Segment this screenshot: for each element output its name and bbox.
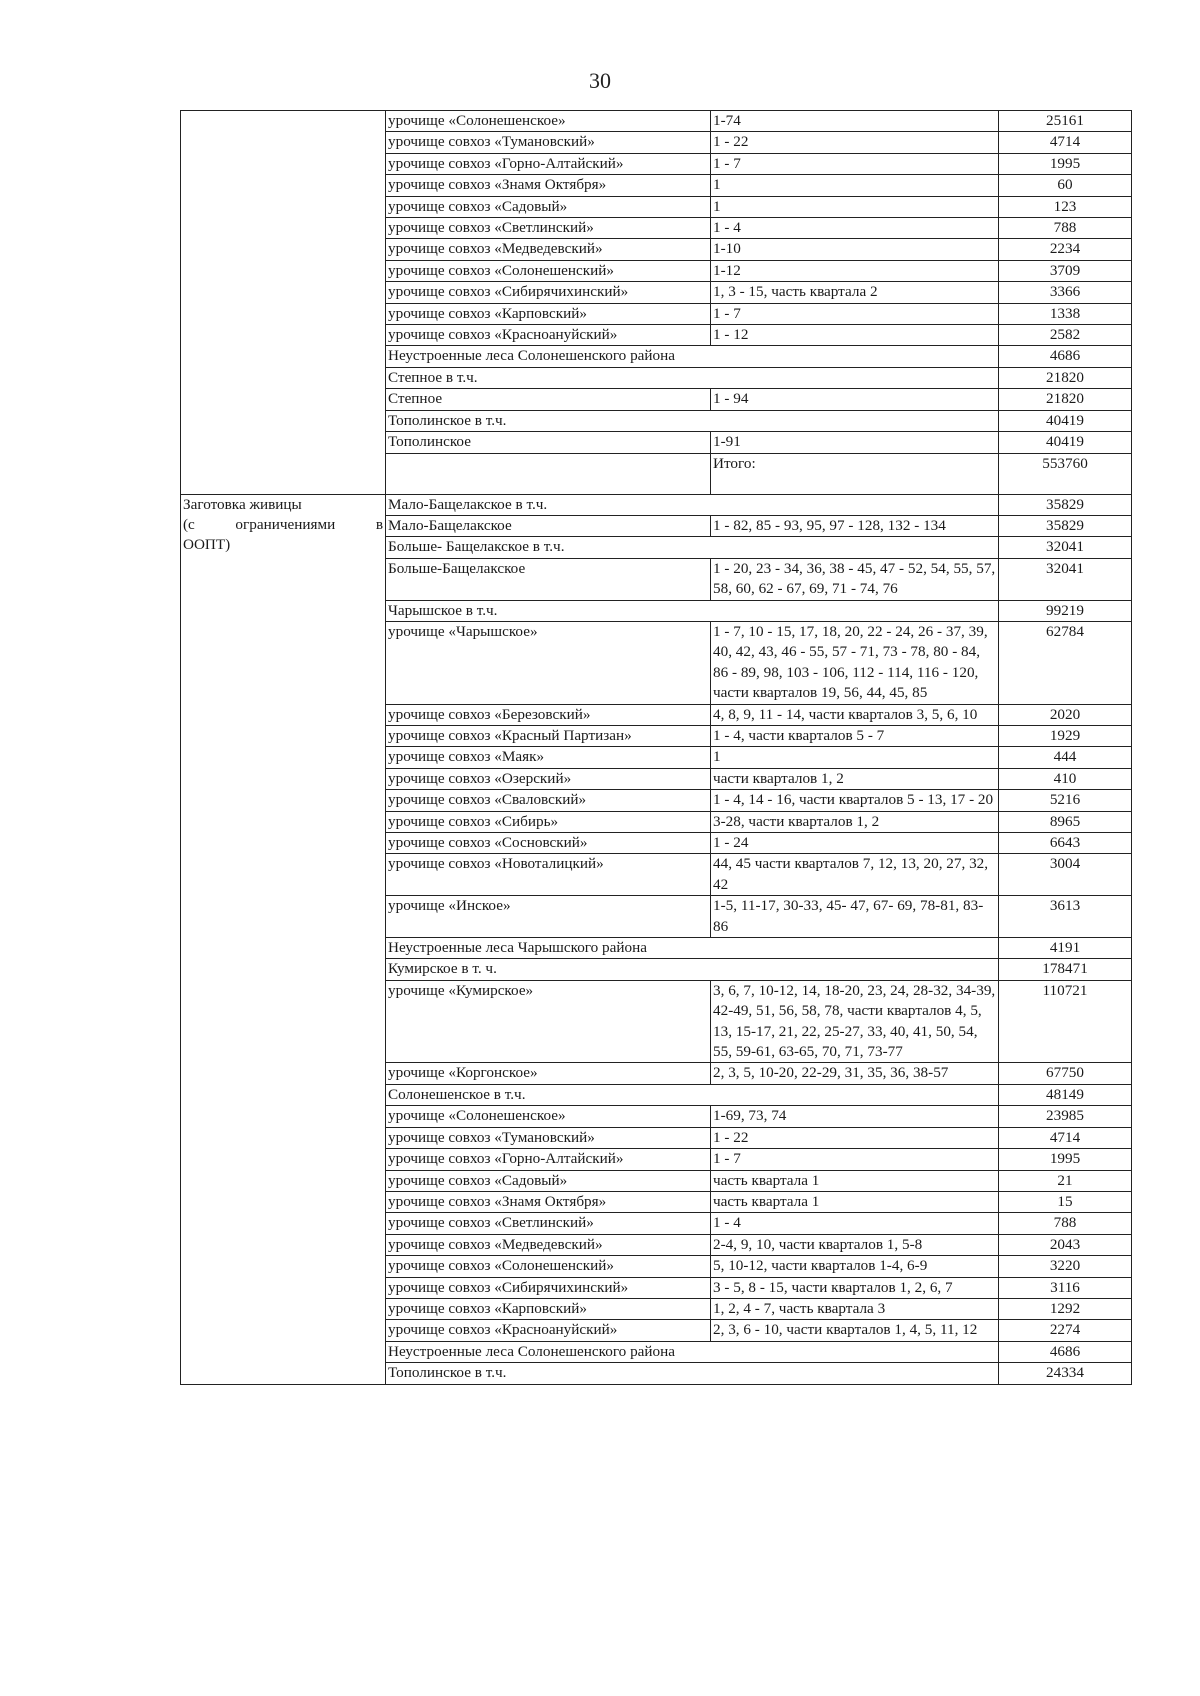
- forestry-name: урочище совхоз «Карповский»: [386, 303, 711, 324]
- quarter-numbers: 1, 3 - 15, часть квартала 2: [711, 282, 999, 303]
- forestry-name: урочище «Чарышское»: [386, 621, 711, 704]
- forestry-name: урочище совхоз «Горно-Алтайский»: [386, 153, 711, 174]
- area-value: 67750: [999, 1063, 1132, 1084]
- area-value: 2043: [999, 1234, 1132, 1255]
- table-row: [181, 111, 1132, 132]
- area-value: 110721: [999, 980, 1132, 1063]
- forestry-name: урочище «Инское»: [386, 896, 711, 938]
- quarter-numbers: 2-4, 9, 10, части кварталов 1, 5-8: [711, 1234, 999, 1255]
- area-value: 3004: [999, 854, 1132, 896]
- area-value: 21: [999, 1170, 1132, 1191]
- forestry-name: Степное: [386, 389, 711, 410]
- quarter-numbers: часть квартала 1: [711, 1170, 999, 1191]
- forestry-name: урочище совхоз «Садовый»: [386, 1170, 711, 1191]
- quarter-numbers: 1-5, 11-17, 30-33, 45- 47, 67- 69, 78-81, 83-86: [711, 896, 999, 938]
- area-value: 8965: [999, 811, 1132, 832]
- quarter-numbers: 1: [711, 196, 999, 217]
- quarter-numbers: 1 - 7: [711, 303, 999, 324]
- quarter-numbers: 1-69, 73, 74: [711, 1106, 999, 1127]
- area-value: 3116: [999, 1277, 1132, 1298]
- area-value: 1995: [999, 1149, 1132, 1170]
- quarter-numbers: 1 - 20, 23 - 34, 36, 38 - 45, 47 - 52, 54, 55, 57, 58, 60, 62 - 67, 69, 71 - 74, 76: [711, 558, 999, 600]
- quarter-numbers: 3, 6, 7, 10-12, 14, 18-20, 23, 24, 28-32, 34-39, 42-49, 51, 56, 58, 78, части кварталов 4, 5, 13, 15-17, 21, 22, 25-27, 33, 40, 41, 50, 54, 55, 59-61, 63-65, 70, 71, 73-77: [711, 980, 999, 1063]
- forestry-name: Больше-Бащелакское: [386, 558, 711, 600]
- area-value: 48149: [999, 1084, 1132, 1105]
- quarter-numbers: 1 - 22: [711, 1127, 999, 1148]
- quarter-numbers: 1 - 4: [711, 218, 999, 239]
- forestry-name: Неустроенные леса Солонешенского района: [386, 1341, 999, 1362]
- area-value: 4191: [999, 938, 1132, 959]
- forestry-name: урочище совхоз «Красноануйский»: [386, 325, 711, 346]
- area-value: 6643: [999, 833, 1132, 854]
- forestry-name: Тополинское: [386, 432, 711, 453]
- quarter-numbers: 1-91: [711, 432, 999, 453]
- table-section-top: [181, 111, 1132, 495]
- forestry-name: урочище совхоз «Красноануйский»: [386, 1320, 711, 1341]
- forestry-name: урочище совхоз «Сосновский»: [386, 833, 711, 854]
- area-value: 35829: [999, 494, 1132, 515]
- quarter-numbers: 1 - 24: [711, 833, 999, 854]
- activity-label: (с ограничениями в: [183, 515, 383, 533]
- forestry-name: урочище совхоз «Березовский»: [386, 704, 711, 725]
- forestry-name: урочище совхоз «Тумановский»: [386, 1127, 711, 1148]
- forestry-name: Мало-Бащелакское: [386, 515, 711, 536]
- area-value: 788: [999, 218, 1132, 239]
- forestry-name: урочище совхоз «Горно-Алтайский»: [386, 1149, 711, 1170]
- quarter-numbers: 1 - 12: [711, 325, 999, 346]
- area-value: 788: [999, 1213, 1132, 1234]
- forest-use-table: [180, 110, 1132, 1385]
- quarter-numbers: 4, 8, 9, 11 - 14, части кварталов 3, 5, 6, 10: [711, 704, 999, 725]
- area-value: 1929: [999, 725, 1132, 746]
- area-value: 21820: [999, 367, 1132, 388]
- activity-cell-empty: [181, 111, 386, 495]
- area-value: 15: [999, 1191, 1132, 1212]
- total-label: Итого:: [711, 453, 999, 494]
- total-area-value: 553760: [999, 453, 1132, 494]
- forestry-name: урочище совхоз «Солонешенский»: [386, 260, 711, 281]
- forestry-name: урочище совхоз «Знамя Октября»: [386, 175, 711, 196]
- area-value: 99219: [999, 600, 1132, 621]
- quarter-numbers: 44, 45 части кварталов 7, 12, 13, 20, 27, 32, 42: [711, 854, 999, 896]
- quarter-numbers: 1: [711, 175, 999, 196]
- forestry-name: урочище совхоз «Сибирячихинский»: [386, 1277, 711, 1298]
- quarter-numbers: 1, 2, 4 - 7, часть квартала 3: [711, 1298, 999, 1319]
- forestry-name: Степное в т.ч.: [386, 367, 999, 388]
- area-value: 178471: [999, 959, 1132, 980]
- forestry-name: урочище «Солонешенское»: [386, 111, 711, 132]
- quarter-numbers: 3-28, части кварталов 1, 2: [711, 811, 999, 832]
- quarter-numbers: 1-74: [711, 111, 999, 132]
- area-value: 4686: [999, 346, 1132, 367]
- forestry-name: Чарышское в т.ч.: [386, 600, 999, 621]
- forestry-name: Неустроенные леса Солонешенского района: [386, 346, 999, 367]
- forestry-name: урочище «Солонешенское»: [386, 1106, 711, 1127]
- area-value: 24334: [999, 1363, 1132, 1384]
- table-section-resin: [181, 494, 1132, 1384]
- forestry-name: Тополинское в т.ч.: [386, 410, 999, 431]
- forestry-name-empty: [386, 453, 711, 494]
- quarter-numbers: 1-12: [711, 260, 999, 281]
- forestry-name: урочище совхоз «Красный Партизан»: [386, 725, 711, 746]
- forestry-name: урочище совхоз «Сваловский»: [386, 790, 711, 811]
- forestry-name: урочище совхоз «Тумановский»: [386, 132, 711, 153]
- forestry-name: урочище совхоз «Медведевский»: [386, 1234, 711, 1255]
- area-value: 21820: [999, 389, 1132, 410]
- forestry-name: Тополинское в т.ч.: [386, 1363, 999, 1384]
- forestry-name: урочище совхоз «Озерский»: [386, 768, 711, 789]
- quarter-numbers: части кварталов 1, 2: [711, 768, 999, 789]
- area-value: 444: [999, 747, 1132, 768]
- forestry-name: урочище совхоз «Солонешенский»: [386, 1256, 711, 1277]
- activity-label: ООПТ): [183, 536, 231, 554]
- quarter-numbers: 2, 3, 6 - 10, части кварталов 1, 4, 5, 11, 12: [711, 1320, 999, 1341]
- area-value: 3220: [999, 1256, 1132, 1277]
- forestry-name: Мало-Бащелакское в т.ч.: [386, 494, 999, 515]
- forestry-name: Неустроенные леса Чарышского района: [386, 938, 999, 959]
- quarter-numbers: 1 - 7: [711, 1149, 999, 1170]
- activity-cell: [181, 494, 386, 1384]
- quarter-numbers: 1 - 7, 10 - 15, 17, 18, 20, 22 - 24, 26 - 37, 39, 40, 42, 43, 46 - 55, 57 - 71, 73 - 78, 80 - 84, 86 - 89, 98, 103 - 106, 112 - 114, 116 - 120, части кварталов 19, 56, 44, 45, 85: [711, 621, 999, 704]
- forestry-name: Больше- Бащелакское в т.ч.: [386, 537, 999, 558]
- forestry-name: урочище совхоз «Новоталицкий»: [386, 854, 711, 896]
- area-value: 4714: [999, 1127, 1132, 1148]
- forestry-name: урочище совхоз «Карповский»: [386, 1298, 711, 1319]
- area-value: 3613: [999, 896, 1132, 938]
- forestry-name: урочище совхоз «Знамя Октября»: [386, 1191, 711, 1212]
- quarter-numbers: 5, 10-12, части кварталов 1-4, 6-9: [711, 1256, 999, 1277]
- area-value: 60: [999, 175, 1132, 196]
- forestry-name: урочище «Коргонское»: [386, 1063, 711, 1084]
- activity-label: Заготовка живицы: [183, 495, 302, 513]
- quarter-numbers: 1 - 22: [711, 132, 999, 153]
- forestry-name: урочище совхоз «Светлинский»: [386, 1213, 711, 1234]
- area-value: 40419: [999, 410, 1132, 431]
- forestry-name: урочище совхоз «Медведевский»: [386, 239, 711, 260]
- area-value: 4714: [999, 132, 1132, 153]
- area-value: 1995: [999, 153, 1132, 174]
- forestry-name: урочище совхоз «Светлинский»: [386, 218, 711, 239]
- area-value: 2234: [999, 239, 1132, 260]
- table-row: [181, 494, 1132, 515]
- quarter-numbers: 3 - 5, 8 - 15, части кварталов 1, 2, 6, 7: [711, 1277, 999, 1298]
- area-value: 2020: [999, 704, 1132, 725]
- area-value: 5216: [999, 790, 1132, 811]
- area-value: 2274: [999, 1320, 1132, 1341]
- area-value: 4686: [999, 1341, 1132, 1362]
- forestry-name: Солонешенское в т.ч.: [386, 1084, 999, 1105]
- quarter-numbers: 1 - 7: [711, 153, 999, 174]
- forestry-name: Кумирское в т. ч.: [386, 959, 999, 980]
- area-value: 23985: [999, 1106, 1132, 1127]
- area-value: 32041: [999, 537, 1132, 558]
- quarter-numbers: 1 - 4, 14 - 16, части кварталов 5 - 13, 17 - 20: [711, 790, 999, 811]
- quarter-numbers: 1-10: [711, 239, 999, 260]
- area-value: 3709: [999, 260, 1132, 281]
- area-value: 25161: [999, 111, 1132, 132]
- quarter-numbers: 1 - 4, части кварталов 5 - 7: [711, 725, 999, 746]
- area-value: 62784: [999, 621, 1132, 704]
- forestry-name: урочище совхоз «Сибирячихинский»: [386, 282, 711, 303]
- quarter-numbers: 2, 3, 5, 10-20, 22-29, 31, 35, 36, 38-57: [711, 1063, 999, 1084]
- forestry-name: урочище совхоз «Маяк»: [386, 747, 711, 768]
- quarter-numbers: 1 - 94: [711, 389, 999, 410]
- quarter-numbers: часть квартала 1: [711, 1191, 999, 1212]
- area-value: 40419: [999, 432, 1132, 453]
- area-value: 32041: [999, 558, 1132, 600]
- page-number: 30: [589, 68, 611, 93]
- area-value: 410: [999, 768, 1132, 789]
- forestry-name: урочище совхоз «Садовый»: [386, 196, 711, 217]
- quarter-numbers: 1 - 82, 85 - 93, 95, 97 - 128, 132 - 134: [711, 515, 999, 536]
- forestry-name: урочище «Кумирское»: [386, 980, 711, 1063]
- area-value: 123: [999, 196, 1132, 217]
- area-value: 1338: [999, 303, 1132, 324]
- area-value: 35829: [999, 515, 1132, 536]
- forestry-name: урочище совхоз «Сибирь»: [386, 811, 711, 832]
- quarter-numbers: 1: [711, 747, 999, 768]
- area-value: 2582: [999, 325, 1132, 346]
- quarter-numbers: 1 - 4: [711, 1213, 999, 1234]
- area-value: 1292: [999, 1298, 1132, 1319]
- area-value: 3366: [999, 282, 1132, 303]
